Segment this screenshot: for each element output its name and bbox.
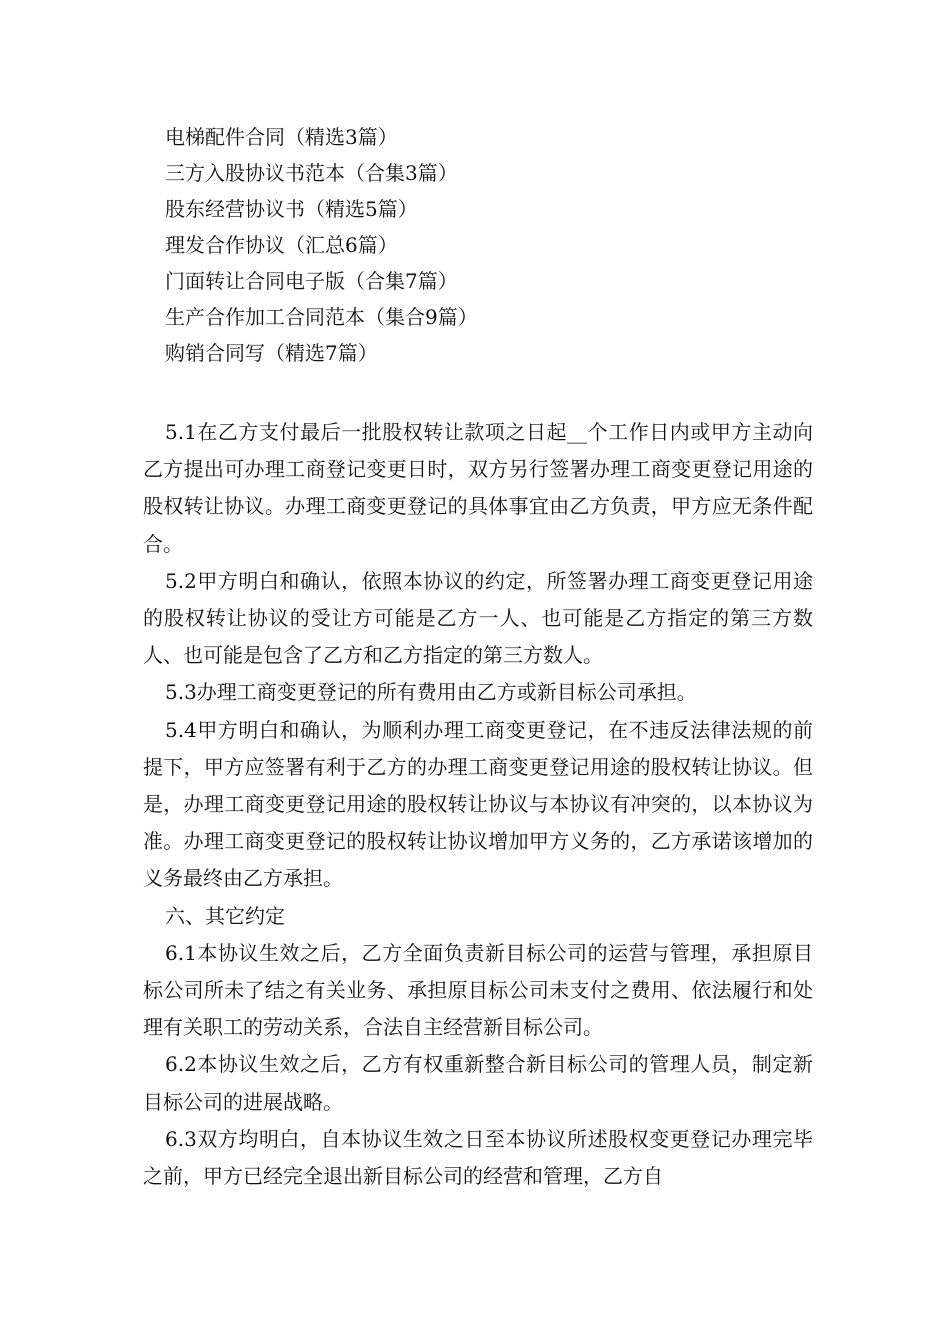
related-documents-list (165, 119, 865, 371)
clause-6-3: 6.3双方均明白，自本协议生效之日至本协议所述股权变更登记办理完毕之前，甲方已经完全退出新目标公司的经营和管理，乙方自 (143, 1126, 813, 1189)
list-item[interactable]: 电梯配件合同（精选3篇） (165, 125, 398, 149)
list-item[interactable]: 股东经营协议书（精选5篇） (165, 197, 418, 221)
list-item[interactable]: 生产合作加工合同范本（集合9篇） (165, 305, 478, 329)
list-item[interactable]: 理发合作协议（汇总6篇） (165, 233, 398, 257)
list-item[interactable]: 购销合同写（精选7篇） (165, 341, 378, 365)
section-heading-6: 六、其它约定 (165, 903, 285, 928)
clause-6-1: 6.1本协议生效之后，乙方全面负责新目标公司的运营与管理，承担原目标公司所未了结之有关业务、承担原目标公司未支付之费用、依法履行和处理有关职工的劳动关系，合法自主经营新目标公司。 (143, 940, 813, 1040)
clause-5-4: 5.4甲方明白和确认，为顺利办理工商变更登记，在不违反法律法规的前提下，甲方应签署有利于乙方的办理工商变更登记用途的股权转让协议。但是，办理工商变更登记用途的股权转让协议与本协议有冲突的，以本协议为准。办理工商变更登记的股权转让协议增加甲方义务的，乙方承诺该增加的义务最终由乙方承担。 (143, 717, 813, 891)
clause-6-2: 6.2本协议生效之后，乙方有权重新整合新目标公司的管理人员，制定新目标公司的进展战略。 (143, 1052, 813, 1114)
list-item[interactable]: 门面转让合同电子版（合集7篇） (165, 269, 458, 293)
clause-5-2: 5.2甲方明白和确认，依照本协议的约定，所签署办理工商变更登记用途的股权转让协议的受让方可能是乙方一人、也可能是乙方指定的第三方数人、也可能是包含了乙方和乙方指定的第三方数人。 (143, 568, 813, 668)
clause-5-3: 5.3办理工商变更登记的所有费用由乙方或新目标公司承担。 (165, 680, 697, 705)
clause-5-1: 5.1在乙方支付最后一批股权转让款项之日起__个工作日内或甲方主动向乙方提出可办理工商登记变更日时，双方另行签署办理工商变更登记用途的股权转让协议。办理工商变更登记的具体事宜由乙方负责，甲方应无条件配合。 (143, 420, 813, 556)
list-item[interactable]: 三方入股协议书范本（合集3篇） (165, 161, 458, 185)
document-body (143, 414, 813, 1195)
